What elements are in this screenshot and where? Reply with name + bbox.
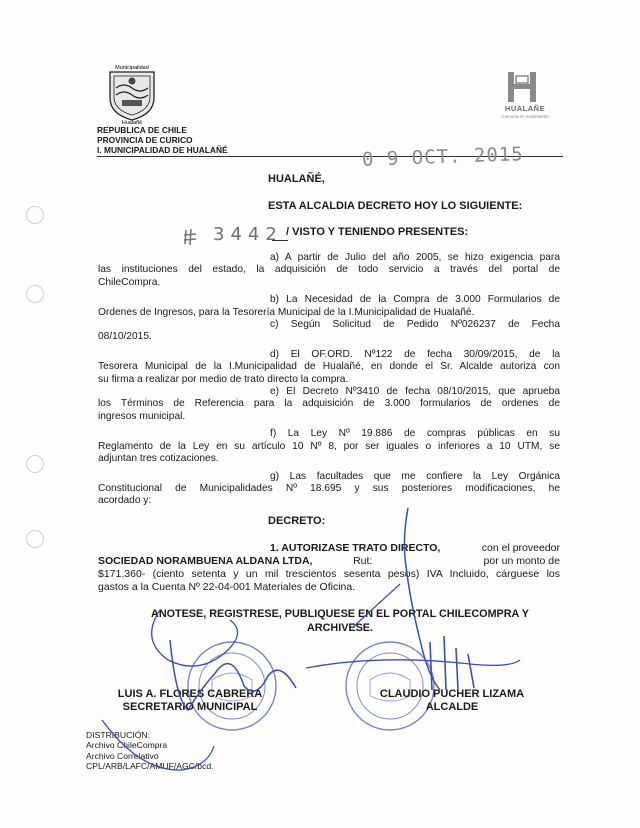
visto-heading: / VISTO Y TENIENDO PRESENTES:	[286, 226, 469, 238]
decree-number: 3442	[213, 224, 283, 245]
paragraph-a-mid: las instituciones del estado, la adquisición de todo servicio a través del portal de	[98, 264, 560, 276]
paragraph-d-last: su firma a realizar por medio de trato directo la compra.	[98, 373, 349, 385]
distribution-item: Archivo ChileCompra	[86, 740, 168, 751]
paragraph-e-mid: los Términos de Referencia para la adquisición de 3.000 formularios de ordenes de	[98, 398, 560, 410]
resolution-item: 1. AUTORIZASE TRATO DIRECTO,	[270, 542, 441, 554]
logo-title: HUALAÑE	[504, 104, 546, 113]
paragraph-g-last: acordado y:	[98, 495, 152, 507]
decreto-heading: DECRETO:	[268, 515, 326, 527]
resolution-line-4: gastos a la Cuenta Nº 22-04-001 Materiales de Oficina.	[98, 581, 356, 593]
secretary-name: LUIS A. FLORES CABRERA	[117, 688, 263, 700]
header-line: REPUBLICA DE CHILE	[97, 125, 187, 135]
provider-name: SOCIEDAD NORAMBUENA ALDANA LTDA,	[98, 555, 313, 567]
resolution-line-3: $171.360- (ciento setenta y un mil trescientos sesenta pesos) IVA Incluido, cárguese los	[98, 568, 560, 580]
date-stamp: 0 9 OCT. 2015	[361, 143, 525, 171]
header-line: I. MUNICIPALIDAD DE HUALAÑÉ	[97, 144, 228, 155]
secretary-signature-stroke	[170, 640, 296, 710]
amount-tail: por un monto de	[483, 555, 560, 567]
secretary-signature-loop	[152, 610, 238, 666]
mayor-title: ALCALDE	[425, 701, 479, 713]
paragraph-f-first: f) La Ley Nº 19.886 de compras públicas en su	[270, 428, 560, 440]
closing-line: ANOTESE, REGISTRESE, PUBLIQUESE EN EL PORTAL CHILECOMPRA Y	[151, 608, 529, 620]
secretary-signature-tail	[102, 720, 214, 770]
paragraph-a-last: ChileCompra.	[98, 276, 161, 288]
paragraph-d-first: d) El OF.ORD. Nº122 de fecha 30/09/2015, de la	[270, 348, 560, 360]
paragraph-a-first: a) A partir de Julio del año 2005, se hizo exigencia para	[270, 252, 560, 263]
mayor-signature-underline	[306, 660, 520, 668]
mayor-signature-stroke	[404, 508, 440, 690]
paragraph-g-mid: Constitucional de Municipalidades Nº 18.695 y sus posteriores modificaciones, he	[98, 482, 560, 494]
paragraph-b-last: Ordenes de Ingresos, para la Tesorería Municipal de la I.Municipalidad de Hualañé.	[98, 306, 475, 318]
header-line: PROVINCIA DE CURICO	[97, 134, 193, 145]
distribution-item: Archivo Correlativo	[86, 750, 159, 761]
paragraph-c-first: c) Según Solicitud de Pedido Nº026237 de Fecha	[270, 319, 560, 331]
secretary-title: SECRETARIO MUNICIPAL	[122, 701, 258, 713]
mayor-name: CLAUDIO PUCHER LIZAMA	[379, 688, 525, 700]
city-line: HUALAÑÉ,	[268, 173, 325, 185]
paragraph-g-first: g) Las facultades que me confiere la Ley Orgánica	[270, 470, 560, 482]
paragraph-f-mid: Reglamento de la Ley en su artículo 10 Nº 8, por ser iguales o inferiores a 10 UTM, se	[98, 440, 560, 452]
paragraph-c-last: 08/10/2015.	[98, 331, 152, 343]
logo-subtitle: Comuna en movimiento	[501, 114, 549, 119]
distribution-item: CPL/ARB/LAFC/AMUF/AGC/bcd.	[86, 761, 214, 772]
paragraph-b-first: b) La Necesidad de la Compra de 3.000 Formularios de	[270, 294, 560, 306]
paragraph-f-last: adjuntan tres cotizaciones.	[98, 453, 219, 465]
resolution-item-tail: con el proveedor	[481, 542, 560, 554]
distribution-heading: DISTRIBUCIÓN:	[86, 730, 150, 740]
rut-label: Rut:	[353, 555, 373, 567]
crest-top-text: Municipalidad	[115, 65, 149, 71]
mayor-signature-scribble	[430, 636, 474, 690]
crest-bottom-text: Hualañé	[121, 120, 143, 126]
closing-line: ARCHIVESE.	[307, 621, 373, 634]
paragraph-e-last: ingresos municipal.	[98, 410, 186, 422]
intro-line: ESTA ALCALDIA DECRETO HOY LO SIGUIENTE:	[268, 200, 523, 212]
paragraph-e-first: e) El Decreto Nº3410 de fecha 08/10/2015, que aprueba	[270, 386, 560, 398]
mayor-signature-hook	[352, 584, 400, 628]
paragraph-d-mid: Tesorera Municipal de la I.Municipalidad de Hualañé, en donde el Sr. Alcalde autoriza con	[98, 361, 560, 373]
